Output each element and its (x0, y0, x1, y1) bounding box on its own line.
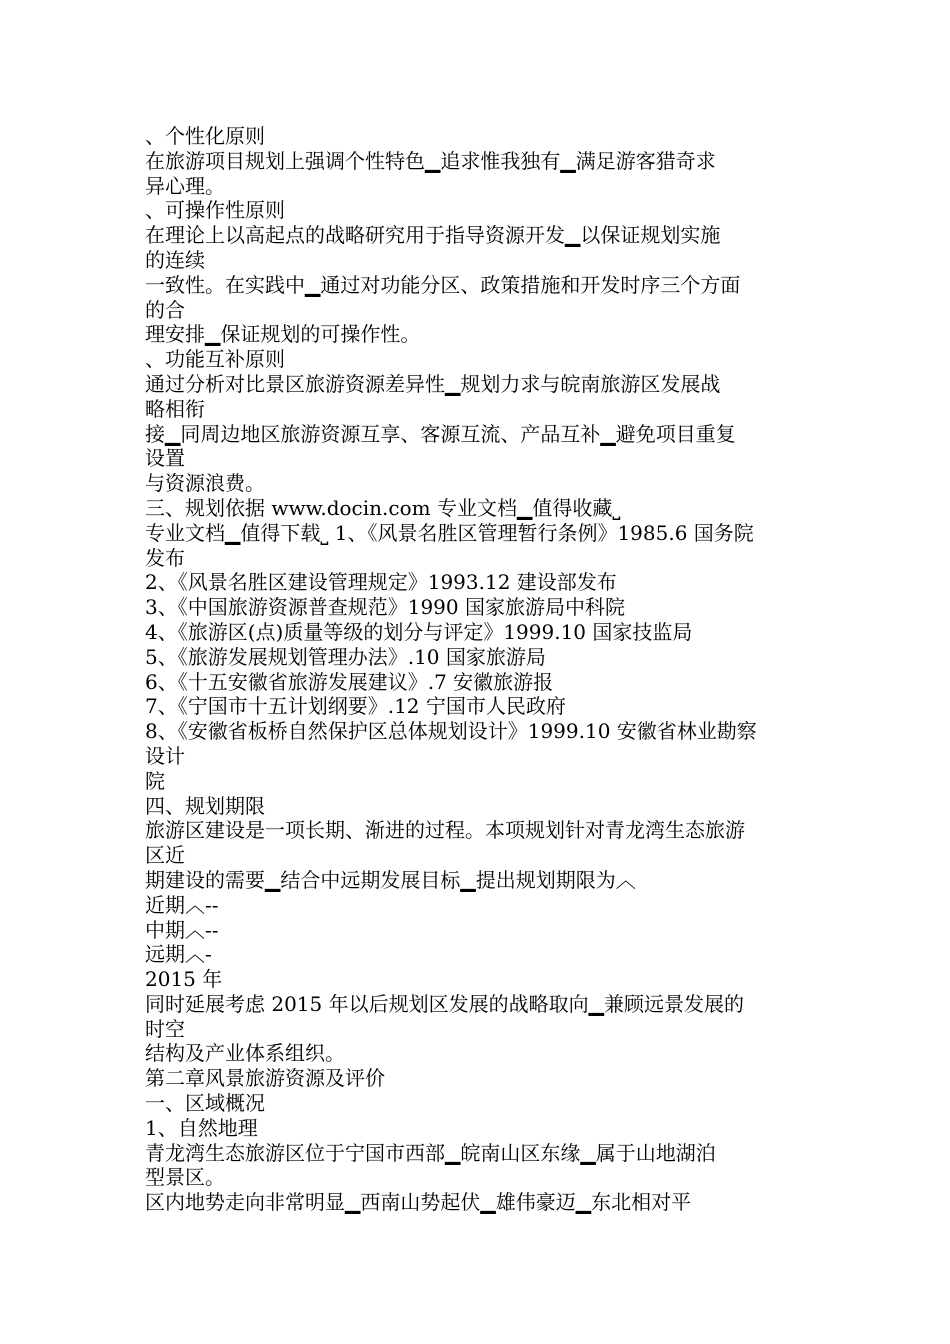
text-line: 接▁同周边地区旅游资源互享、客源互流、产品互补▁避免项目重复 (145, 421, 736, 446)
text-line: 、可操作性原则 (145, 198, 285, 223)
text-line: 通过分析对比景区旅游资源差异性▁规划力求与皖南旅游区发展战 (145, 371, 721, 396)
text-line: 异心理。 (145, 173, 225, 198)
text-line: 区内地势走向非常明显▁西南山势起伏▁雄伟豪迈▁东北相对平 (145, 1190, 692, 1215)
text-line: 三、规划依据 www.docin.com 专业文档▁值得收藏⎵ (145, 495, 621, 520)
text-line: 远期︿- (145, 942, 212, 967)
text-line: 院 (145, 768, 165, 793)
text-line: 理安排▁保证规划的可操作性。 (145, 322, 421, 347)
text-line: 6、《十五安徽省旅游发展建议》.7 安徽旅游报 (145, 669, 554, 694)
text-line: 一致性。在实践中▁通过对功能分区、政策措施和开发时序三个方面 (145, 272, 741, 297)
text-line: 与资源浪费。 (145, 471, 265, 496)
text-line: 4、《旅游区(点)质量等级的划分与评定》1999.10 国家技监局 (145, 619, 693, 644)
document-body (145, 124, 825, 1215)
text-line: 四、规划期限 (145, 793, 265, 818)
text-line: 在旅游项目规划上强调个性特色▁追求惟我独有▁满足游客猎奇求 (145, 148, 716, 173)
text-line: 1、自然地理 (145, 1115, 258, 1140)
text-line: 8、《安徽省板桥自然保护区总体规划设计》1999.10 安徽省林业勘察 (145, 719, 757, 744)
text-line: 型景区。 (145, 1165, 225, 1190)
text-line: 专业文档▁值得下载⎵ 1、《风景名胜区管理暂行条例》1985.6 国务院 (145, 520, 754, 545)
text-line: 时空 (145, 1016, 185, 1041)
text-line: 结构及产业体系组织。 (145, 1041, 345, 1066)
text-line: 在理论上以高起点的战略研究用于指导资源开发▁以保证规划实施 (145, 223, 721, 248)
text-line: 一、区域概况 (145, 1091, 265, 1116)
text-line: 2015 年 (145, 967, 223, 992)
text-line: 3、《中国旅游资源普查规范》1990 国家旅游局中科院 (145, 595, 625, 620)
text-line: 旅游区建设是一项长期、渐进的过程。本项规划针对青龙湾生态旅游 (145, 818, 745, 843)
text-line: 中期︿-- (145, 917, 219, 942)
text-line: 、功能互补原则 (145, 347, 285, 372)
text-line: 的合 (145, 297, 185, 322)
text-line: 期建设的需要▁结合中远期发展目标▁提出规划期限为︿ (145, 867, 636, 892)
text-line: 近期︿-- (145, 892, 219, 917)
text-line: 青龙湾生态旅游区位于宁国市西部▁皖南山区东缘▁属于山地湖泊 (145, 1140, 716, 1165)
text-line: 略相衔 (145, 396, 205, 421)
text-line: 的连续 (145, 247, 205, 272)
text-line: 、个性化原则 (145, 124, 265, 148)
text-line: 同时延展考虑 2015 年以后规划区发展的战略取向▁兼顾远景发展的 (145, 991, 744, 1016)
text-line: 5、《旅游发展规划管理办法》.10 国家旅游局 (145, 644, 546, 669)
text-line: 设置 (145, 446, 185, 471)
text-line: 发布 (145, 545, 185, 570)
text-line: 设计 (145, 743, 185, 768)
text-line: 区近 (145, 843, 185, 868)
text-line: 第二章风景旅游资源及评价 (145, 1066, 385, 1091)
text-line: 2、《风景名胜区建设管理规定》1993.12 建设部发布 (145, 570, 617, 595)
text-line: 7、《宁国市十五计划纲要》.12 宁国市人民政府 (145, 694, 566, 719)
